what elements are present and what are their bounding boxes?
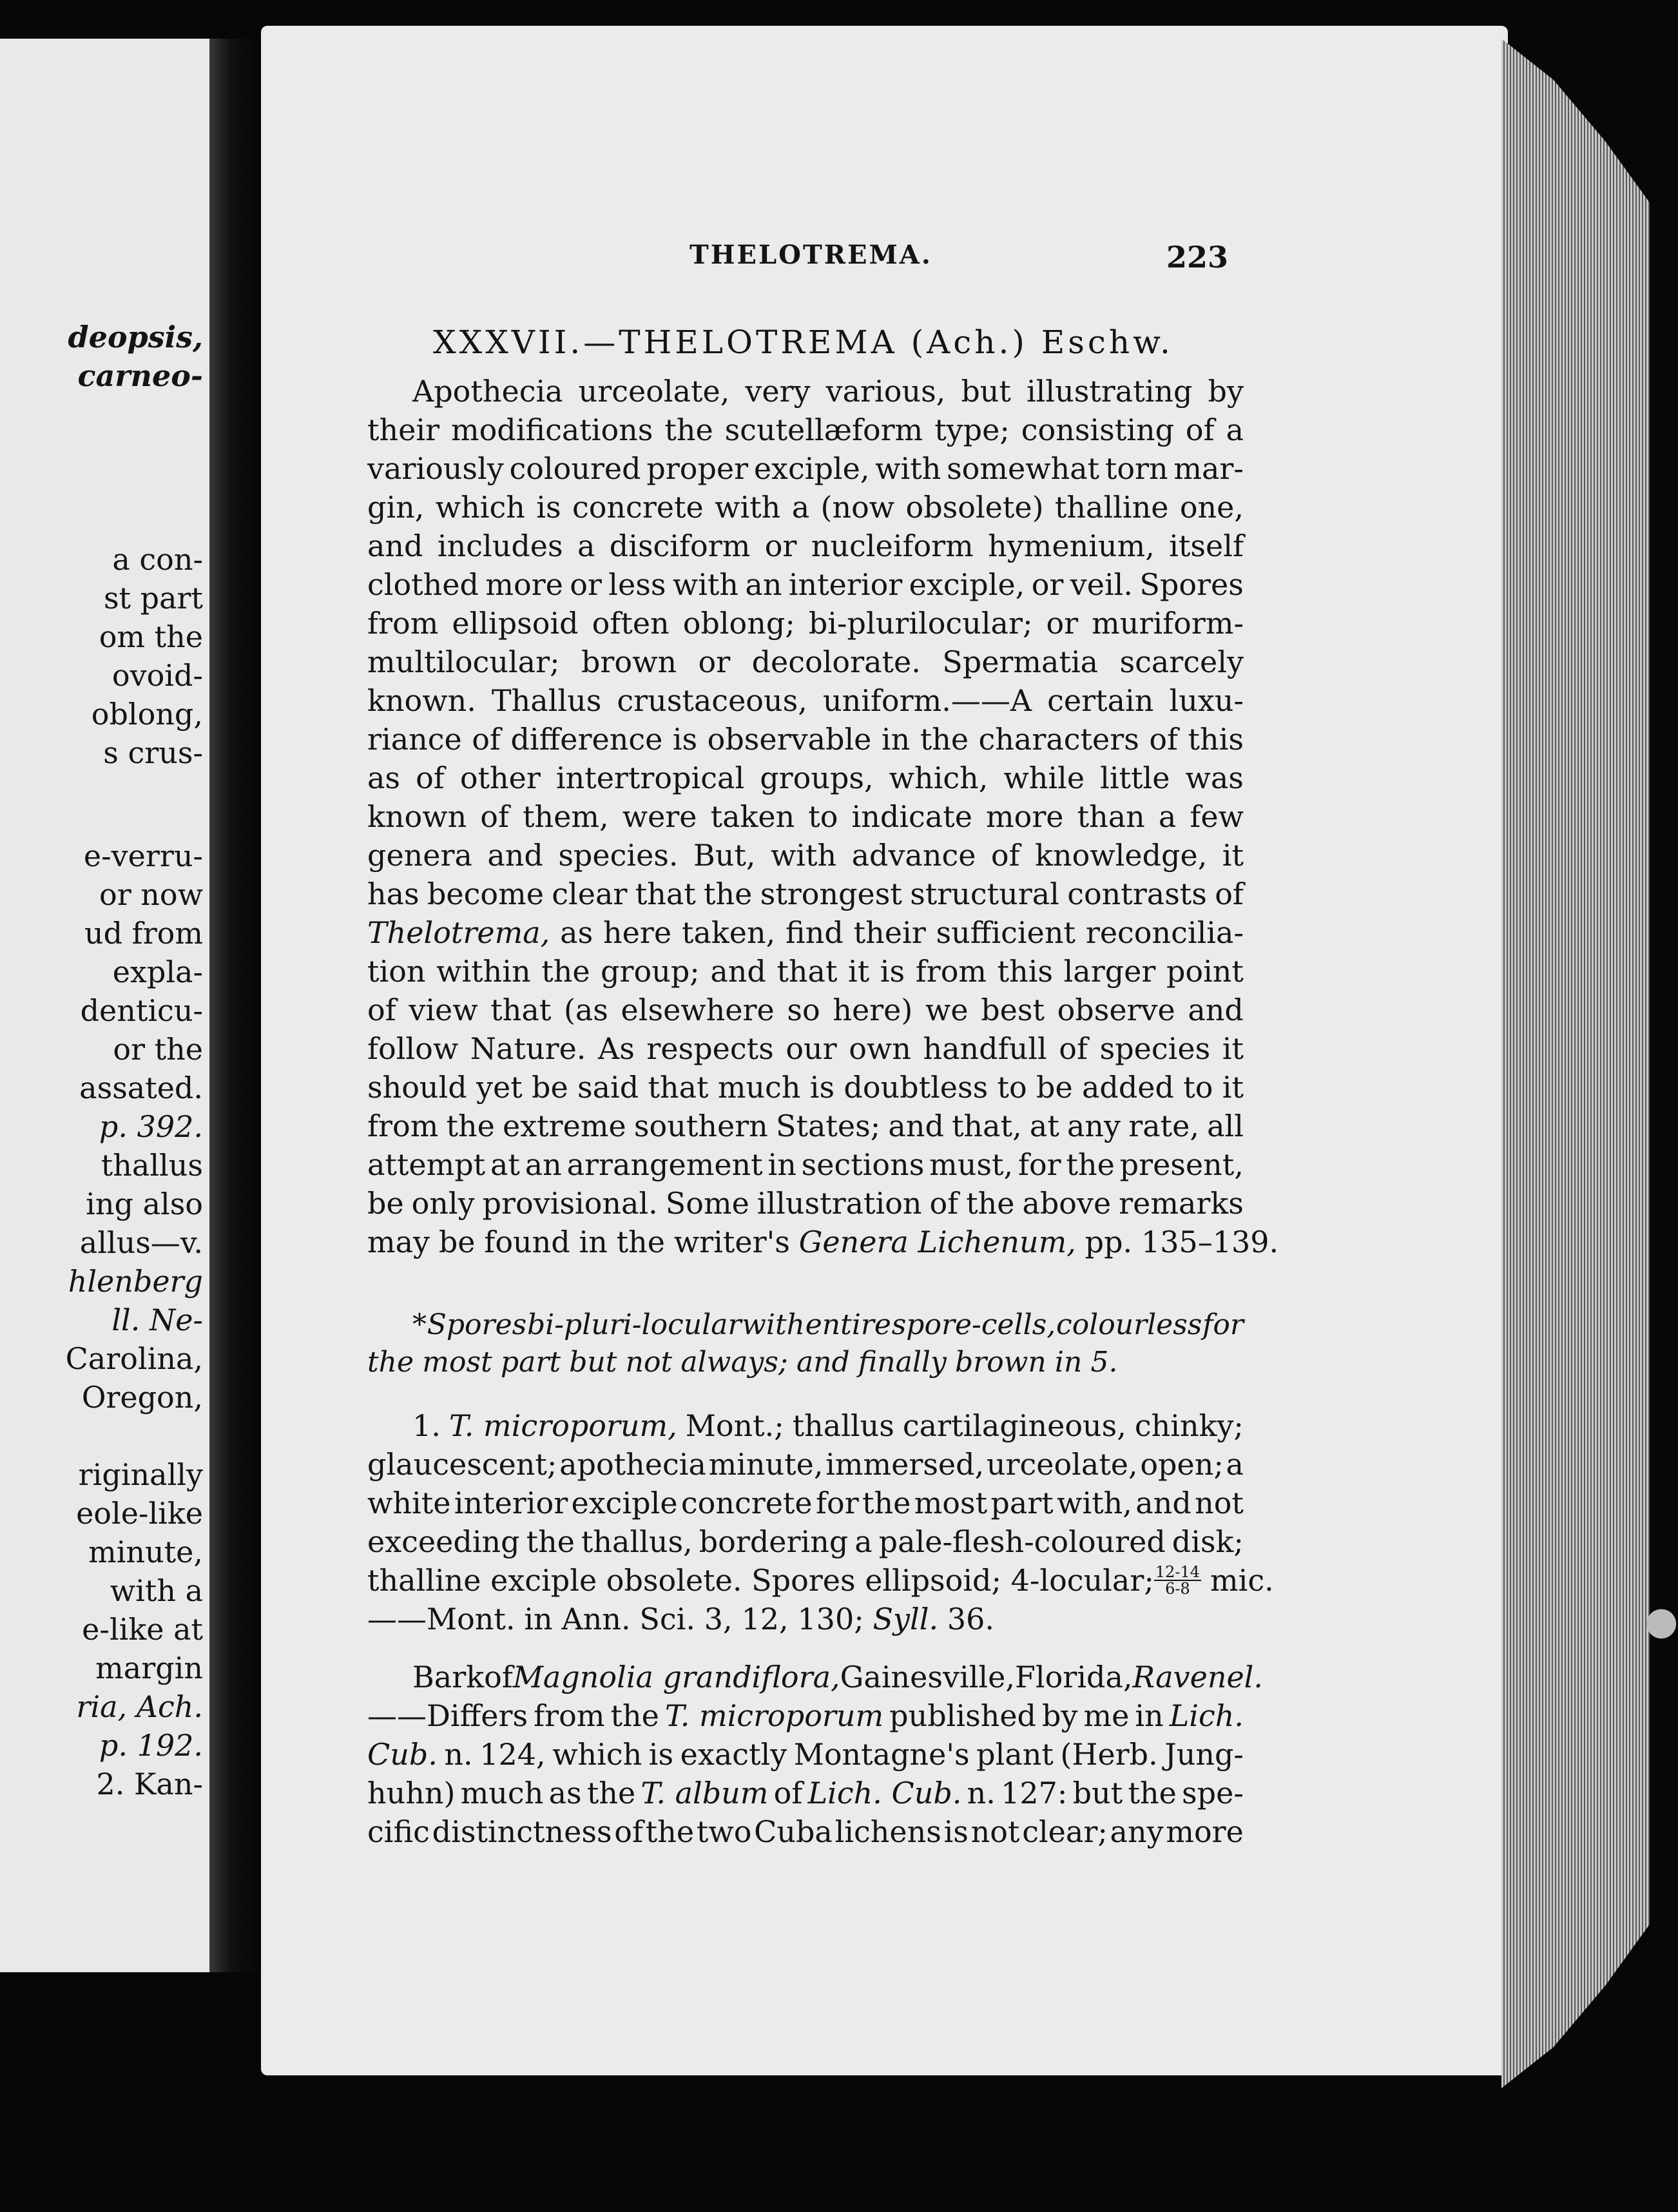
text-line: should yet be said that much is doubtless to be added to it — [367, 1070, 1244, 1105]
facing-page-fragment: carneo- — [77, 358, 203, 393]
text-line: known. Thallus crustaceous, uniform.——A certain luxu- — [367, 683, 1244, 718]
facing-page-fragment: a con- — [112, 542, 203, 577]
facing-page-fragment: deopsis, — [68, 320, 203, 354]
facing-page-fragment: Oregon, — [81, 1380, 203, 1415]
text-line: tion within the group; and that it is from this larger point — [367, 954, 1244, 989]
facing-page-fragment: om the — [99, 619, 203, 654]
facing-page-fragment: st part — [103, 581, 203, 616]
facing-page-fragment: allus—v. — [79, 1225, 203, 1260]
species-entry-line — [367, 1563, 1274, 1598]
text-line: may be found in the writer's Genera Lichenum, pp. 135–139. — [367, 1225, 1279, 1259]
section-title: XXXVII.—THELOTREMA (Ach.) Eschw. — [433, 324, 1173, 361]
facing-page-fragment: s crus- — [103, 735, 203, 770]
species-entry-text: thalline exciple obsolete. Spores ellipsoid; 4-locular; — [367, 1563, 1154, 1598]
facing-page-fragment: eole-like — [76, 1496, 203, 1531]
spore-size-unit: mic. — [1210, 1563, 1274, 1598]
text-line: gin, which is concrete with a (now obsolete) thalline one, — [367, 490, 1244, 525]
habitat-line: Bark of Magnolia grandiflora, Gainesville, Florida, Ravenel. — [412, 1660, 1264, 1694]
facing-page-fragment: 2. Kan- — [96, 1767, 203, 1801]
text-line: be only provisional. Some illustration of the above remarks — [367, 1186, 1244, 1221]
scan-artifact: ● — [1644, 1598, 1678, 1644]
facing-page-fragment: expla- — [112, 955, 203, 989]
text-line: attempt at an arrangement in sections must, for the present, — [367, 1147, 1244, 1182]
facing-page-fragment: or the — [113, 1032, 203, 1067]
facing-page-fragment: e-verru- — [83, 839, 203, 873]
spore-size-length: 12-14 — [1155, 1563, 1201, 1581]
facing-page-fragment: e-like at — [82, 1612, 203, 1647]
facing-page-fragment: with a — [110, 1573, 203, 1608]
facing-page-fragment: margin — [95, 1651, 203, 1685]
habitat-line: cific distinctness of the two Cuba lichens is not clear; any more — [367, 1814, 1244, 1849]
text-line: from ellipsoid often oblong; bi-plurilocular; or muriform- — [367, 606, 1244, 641]
species-entry-line: 1. T. microporum, Mont.; thallus cartilagineous, chinky; — [412, 1408, 1244, 1443]
facing-page-fragment: riginally — [78, 1457, 203, 1492]
text-line: variously coloured proper exciple, with somewhat torn mar- — [367, 451, 1244, 486]
habitat-line: ——Differs from the T. microporum published by me in Lich. — [367, 1698, 1244, 1733]
text-line: follow Nature. As respects our own handfull of species it — [367, 1031, 1244, 1066]
facing-page-fragment: oblong, — [91, 697, 203, 732]
species-entry-line: exceeding the thallus, bordering a pale-flesh-coloured disk; — [367, 1524, 1244, 1559]
facing-page-fragment: p. 392. — [99, 1109, 203, 1144]
spore-size-fraction — [1154, 1564, 1201, 1596]
text-line: riance of difference is observable in the characters of this — [367, 722, 1244, 757]
text-line: genera and species. But, with advance of knowledge, it — [367, 838, 1244, 873]
text-line: known of them, were taken to indicate more than a few — [367, 799, 1244, 834]
facing-page-fragment: ll. Ne- — [111, 1303, 203, 1337]
text-line: of view that (as elsewhere so here) we best observe and — [367, 993, 1244, 1027]
page-edges — [1501, 39, 1650, 2088]
facing-page-fragment: denticu- — [80, 993, 203, 1028]
facing-page-fragment: or now — [99, 877, 203, 912]
facing-page-fragment: minute, — [88, 1535, 203, 1569]
text-line: Thelotrema, as here taken, find their sufficient reconcilia- — [367, 915, 1244, 950]
subsection-heading: * Spores bi-pluri-locular with entire spore-cells, colourless for — [412, 1308, 1244, 1341]
text-line: Apothecia urceolate, very various, but illustrating by — [412, 374, 1244, 409]
text-line: as of other intertropical groups, which, while little was — [367, 761, 1244, 795]
spore-size-width: 6-8 — [1165, 1580, 1190, 1598]
facing-page-fragment: assated. — [79, 1071, 203, 1105]
running-title: THELOTREMA. — [690, 240, 932, 270]
facing-page-fragment: ria, Ach. — [76, 1689, 203, 1724]
text-line: clothed more or less with an interior exciple, or veil. Spores — [367, 567, 1244, 602]
text-line: and includes a disciform or nucleiform hymenium, itself — [367, 529, 1244, 563]
species-entry-line: glaucescent; apothecia minute, immersed, urceolate, open; a — [367, 1447, 1244, 1482]
habitat-line: Cub. n. 124, which is exactly Montagne's plant (Herb. Jung- — [367, 1737, 1244, 1772]
facing-page-fragment: p. 192. — [99, 1728, 203, 1763]
text-line: multilocular; brown or decolorate. Spermatia scarcely — [367, 645, 1244, 679]
book-gutter — [209, 39, 261, 1972]
facing-page-fragment: hlenberg — [68, 1264, 203, 1299]
spore-size — [1154, 1563, 1274, 1598]
species-entry-line: ——Mont. in Ann. Sci. 3, 12, 130; Syll. 36. — [367, 1602, 995, 1636]
facing-page — [0, 39, 209, 1972]
text-line: from the extreme southern States; and that, at any rate, all — [367, 1109, 1244, 1143]
page-number: 223 — [1166, 240, 1229, 275]
species-entry-line: white interior exciple concrete for the most part with, and not — [367, 1486, 1244, 1520]
facing-page-fragment: ud from — [84, 916, 203, 951]
facing-page-fragment: thallus — [101, 1148, 203, 1183]
text-line: has become clear that the strongest structural contrasts of — [367, 877, 1244, 911]
facing-page-fragment: ovoid- — [111, 658, 203, 693]
subsection-heading: the most part but not always; and finally brown in 5. — [367, 1346, 1118, 1379]
habitat-line: huhn) much as the T. album of Lich. Cub. n. 127: but the spe- — [367, 1776, 1244, 1810]
facing-page-fragment: ing also — [86, 1187, 203, 1221]
text-line: their modifications the scutellæform type; consisting of a — [367, 412, 1244, 447]
facing-page-fragment: Carolina, — [65, 1341, 203, 1376]
